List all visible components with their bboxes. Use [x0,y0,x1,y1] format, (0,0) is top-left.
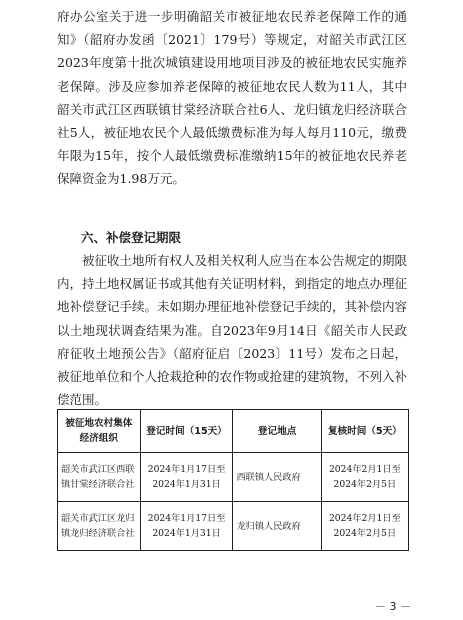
body-paragraph-2: 被征收土地所有权人及相关权利人应当在本公告规定的期限内，持土地权属证书或其他有关证明材料，到指定的地点办理征地补偿登记手续。未如期办理征地补偿登记手续的，其补偿内容以土地现状调查结果为准。自2023年9月14日《韶关市人民政府征收土地预公告》（韶府征启〔2023〕11号）发布之日起，被征地单位和个人抢栽抢种的农作物或抢建的建筑物，不列入补偿范围。 [57,253,408,408]
header-review-time: 复核时间（5天） [321,410,408,453]
page-number: － 3 － [375,600,411,613]
table-row [58,453,409,502]
section-heading: 六、补偿登记期限 [81,230,182,245]
cell-registration-location: 龙归镇人民政府 [233,502,321,551]
table-header-row [58,410,409,453]
cell-registration-time: 2024年1月17日至2024年1月31日 [140,502,233,551]
cell-review-time: 2024年2月1日至2024年2月5日 [321,502,408,551]
header-collective-org: 被征地农村集体经济组织 [58,410,141,453]
cell-registration-time: 2024年1月17日至2024年1月31日 [140,453,233,502]
body-paragraph-1: 府办公室关于进一步明确韶关市被征地农民养老保障工作的通知》（韶府办发函〔2021〕179号）等规定，对韶关市武江区2023年度第十批次城镇建设用地项目涉及的被征地农民实施养老保障。涉及应参加养老保障的被征地农民人数为11人，其中韶关市武江区西联镇甘棠经济联合社6人、龙归镇龙归经济联合社5人，被征地农民个人最低缴费标准为每人每月110元，缴费年限为15年，按个人最低缴费标准缴纳15年的被征地农民养老保障资金为1.98万元。 [57,9,407,187]
cell-review-time: 2024年2月1日至2024年2月5日 [321,453,408,502]
cell-collective-org: 韶关市武江区龙归镇龙归经济联合社 [58,502,141,551]
header-registration-time: 登记时间（15天） [140,410,233,453]
table-row [58,502,409,551]
cell-registration-location: 西联镇人民政府 [233,453,321,502]
header-registration-location: 登记地点 [233,410,321,453]
registration-table [57,409,409,551]
cell-collective-org: 韶关市武江区西联镇甘棠经济联合社 [58,453,141,502]
